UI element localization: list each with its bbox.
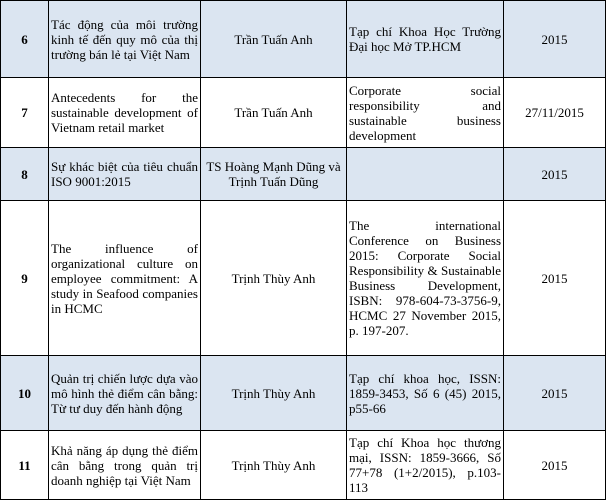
author-name: TS Hoàng Mạnh Dũng và Trịnh Tuấn Dũng: [201, 148, 347, 201]
author-name: Trần Tuấn Anh: [201, 78, 347, 148]
row-number: 8: [1, 148, 49, 201]
publication-venue: Tạp chí Khoa học thương mại, ISSN: 1859-3666, Số 77+78 (1+2/2015), p.103-113: [347, 431, 504, 500]
publication-year: 2015: [504, 356, 606, 431]
publication-year: 2015: [504, 1, 606, 78]
author-name: Trần Tuấn Anh: [201, 1, 347, 78]
publication-venue: The international Conference on Business 2015: Corporate Social Responsibility & Sustainable Business Development, ISBN: 978-604-73-3756-9, HCMC 27 November 2015, p. 197-207.: [347, 201, 504, 356]
table-row: [1, 431, 606, 500]
row-number: 11: [1, 431, 49, 500]
paper-title: Antecedents for the sustainable development of Vietnam retail market: [49, 78, 201, 148]
paper-title: The influence of organizational culture on employee commitment: A study in Seafood companies in HCMC: [49, 201, 201, 356]
paper-title: Tác động của môi trường kinh tế đến quy mô của thị trường bán lẻ tại Việt Nam: [49, 1, 201, 78]
publication-year: 2015: [504, 431, 606, 500]
paper-title: Khả năng áp dụng thẻ điểm cân bằng trong quản trị doanh nghiệp tại Việt Nam: [49, 431, 201, 500]
publication-venue: Corporate social responsibility and sustainable business development: [347, 78, 504, 148]
author-name: Trịnh Thùy Anh: [201, 356, 347, 431]
paper-title: Quản trị chiến lược dựa vào mô hình thẻ điểm cân bằng: Từ tư duy đến hành động: [49, 356, 201, 431]
publication-year: 2015: [504, 201, 606, 356]
table-row: [1, 356, 606, 431]
table-row: [1, 201, 606, 356]
publication-year: 2015: [504, 148, 606, 201]
table-row: [1, 78, 606, 148]
table-row: [1, 148, 606, 201]
table-row: [1, 1, 606, 78]
publication-venue: Tạp chí khoa học, ISSN: 1859-3453, Số 6 (45) 2015, p55-66: [347, 356, 504, 431]
paper-title: Sự khác biệt của tiêu chuẩn ISO 9001:2015: [49, 148, 201, 201]
row-number: 6: [1, 1, 49, 78]
row-number: 7: [1, 78, 49, 148]
publication-venue: [347, 148, 504, 201]
publication-year: 27/11/2015: [504, 78, 606, 148]
author-name: Trịnh Thùy Anh: [201, 201, 347, 356]
author-name: Trịnh Thùy Anh: [201, 431, 347, 500]
publication-venue: Tạp chí Khoa Học Trường Đại học Mở TP.HCM: [347, 1, 504, 78]
row-number: 9: [1, 201, 49, 356]
row-number: 10: [1, 356, 49, 431]
